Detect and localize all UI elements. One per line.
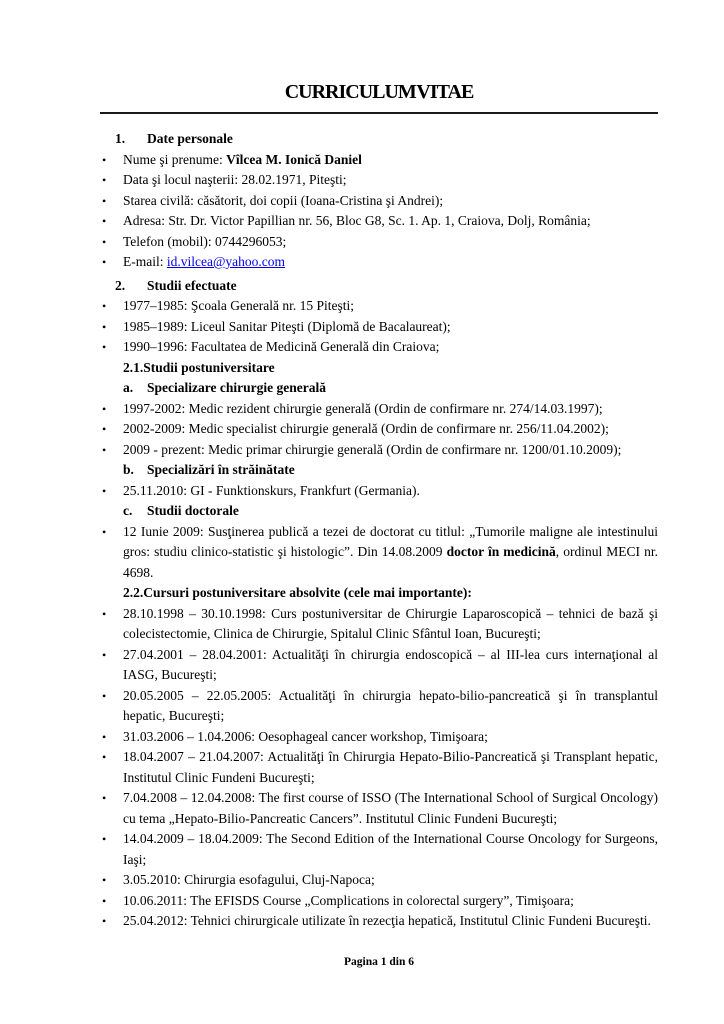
bullet-icon: • xyxy=(102,319,107,334)
subsection-heading: 2.1.Studii postuniversitare xyxy=(123,359,275,375)
list-item-text xyxy=(123,829,658,870)
bullet-icon: • xyxy=(102,193,107,208)
title-divider xyxy=(100,112,658,114)
bullet-icon: • xyxy=(102,606,107,621)
list-item xyxy=(100,788,658,829)
document-title: CURRICULUM VITAE xyxy=(284,81,474,103)
text-segment: 2009 - prezent: Medic primar chirurgie generală (Ordin de confirmare nr. 1200/01.10.2009); xyxy=(123,441,622,457)
list-item-text xyxy=(123,337,658,358)
list-item xyxy=(100,191,658,212)
heading-text: Studii doctorale xyxy=(147,503,239,518)
list-item-text xyxy=(123,170,658,191)
bold-text-segment: Vîlcea M. Ionică Daniel xyxy=(226,151,362,167)
text-segment: 1977–1985: Şcoala Generală nr. 15 Piteşti; xyxy=(123,298,354,313)
list-item xyxy=(100,440,658,461)
list-item xyxy=(100,645,658,686)
list-item-text xyxy=(123,191,658,212)
list-item-text xyxy=(123,788,658,829)
list-item-text xyxy=(123,211,658,232)
bullet-icon: • xyxy=(102,647,107,662)
text-segment: Nume şi prenume: xyxy=(123,151,227,167)
list-item xyxy=(100,481,658,502)
list-item xyxy=(100,150,658,171)
text-segment: Adresa: Str. Dr. Victor Papillian nr. 56, Bloc G8, Sc. 1. Ap. 1, Craiova, Dolj, România; xyxy=(123,213,591,228)
bullet-icon: • xyxy=(102,483,107,498)
list-item-text xyxy=(123,252,658,273)
section-heading xyxy=(115,129,658,150)
bullet-icon: • xyxy=(102,442,107,457)
list-item xyxy=(100,337,658,358)
bullet-icon: • xyxy=(102,340,107,354)
list-item-text xyxy=(123,481,658,502)
list-item xyxy=(100,170,658,191)
list-item xyxy=(100,211,658,232)
section-heading xyxy=(115,276,658,297)
bullet-icon: • xyxy=(102,234,107,249)
list-item-text xyxy=(123,522,658,584)
bullet-icon: • xyxy=(102,893,107,908)
text-segment: Starea civilă: căsătorit, doi copii (Ioana-Cristina şi Andrei); xyxy=(123,192,444,208)
bullet-icon: • xyxy=(102,214,107,228)
bullet-icon: • xyxy=(102,255,107,269)
text-segment: 25.04.2012: Tehnici chirurgicale utilizate în rezecţia hepatică, Institutul Clinic Fundeni Bucureşti. xyxy=(123,913,651,928)
text-segment: 1985–1989: Liceul Sanitar Piteşti (Diplomă de Bacalaureat); xyxy=(123,318,451,334)
heading-text: Specializare chirurgie generală xyxy=(147,380,326,395)
list-item xyxy=(100,727,658,748)
list-item xyxy=(100,252,658,273)
text-segment: 28.10.1998 – 30.10.1998: Curs postuniversitar de Chirurgie Laparoscopică – tehnici de bază şi colecistectomie, Clinica de Chirurgie, Spitalul Clinic Sfântul Ioan, Bucureşti; xyxy=(123,605,658,641)
list-item-text xyxy=(123,440,658,461)
text-segment: 10.06.2011: The EFISDS Course „Complications in colorectal surgery”, Timişoara; xyxy=(123,892,574,908)
list-item xyxy=(100,911,658,932)
bold-text-segment: doctor în medicină xyxy=(446,544,556,559)
page-number-footer: Pagina 1 din 6 xyxy=(344,956,414,968)
text-segment: 27.04.2001 – 28.04.2001: Actualităţi în chirurgia endoscopică – al III-lea curs internaţional al IASG, Bucureşti; xyxy=(123,646,658,682)
text-segment: , ordinul MECI nr. 4698. xyxy=(123,544,659,580)
list-item xyxy=(100,891,658,912)
bullet-icon: • xyxy=(102,401,107,416)
text-segment: 14.04.2009 – 18.04.2009: The Second Edition of the International Course Oncology for Surgeons, Iaşi; xyxy=(123,831,658,867)
list-item-text xyxy=(123,645,658,686)
list-item-text xyxy=(123,911,658,932)
heading-text: Studii efectuate xyxy=(147,277,237,293)
list-item-text xyxy=(123,604,658,645)
list-item xyxy=(100,604,658,645)
list-item xyxy=(100,870,658,891)
text-segment: 3.05.2010: Chirurgia esofagului, Cluj-Napoca; xyxy=(123,872,375,887)
list-item xyxy=(100,399,658,420)
bullet-icon: • xyxy=(102,750,107,764)
heading-number: 1. xyxy=(115,131,126,146)
text-segment: Data şi locul naşterii: 28.02.1971, Piteşti; xyxy=(123,172,347,187)
list-item-text xyxy=(123,686,658,727)
heading-number: b. xyxy=(123,462,134,477)
email-link[interactable]: id.vilcea@yahoo.com xyxy=(166,254,286,269)
bullet-icon: • xyxy=(102,914,107,928)
text-segment: E-mail: xyxy=(123,254,167,269)
heading-number: c. xyxy=(123,503,133,518)
subsection-letter-heading xyxy=(123,378,658,399)
heading-text: Date personale xyxy=(147,131,233,146)
heading-number: a. xyxy=(123,380,134,395)
list-item-text xyxy=(123,399,658,420)
text-segment: Telefon (mobil): 0744296053; xyxy=(123,233,287,249)
bullet-icon: • xyxy=(102,524,107,539)
list-item xyxy=(100,829,658,870)
document-body xyxy=(100,129,658,932)
list-item-text xyxy=(123,150,658,171)
list-item-text xyxy=(123,891,658,912)
text-segment: 1997-2002: Medic rezident chirurgie generală (Ordin de confirmare nr. 274/14.03.1997); xyxy=(123,400,603,416)
list-item-text xyxy=(123,870,658,891)
list-item xyxy=(100,686,658,727)
text-segment: 2002-2009: Medic specialist chirurgie generală (Ordin de confirmare nr. 256/11.04.2002); xyxy=(123,421,609,436)
subsection-letter-heading xyxy=(123,501,658,522)
bullet-icon: • xyxy=(102,299,107,313)
text-segment: 18.04.2007 – 21.04.2007: Actualităţi în Chirurgia Hepato-Bilio-Pancreatică şi Transplant hepatic, Institutul Clinic Fundeni Bucureşti; xyxy=(123,749,658,785)
text-segment: 25.11.2010: GI - Funktionskurs, Frankfurt (Germania). xyxy=(123,482,420,498)
text-segment: 12 Iunie 2009: Susţinerea publică a tezei de doctorat cu titlul: „Tumorile maligne ale intestinului gros: studiu clinico-statistic şi histologic”. Din 14.08.2009 xyxy=(123,523,658,559)
bullet-icon: • xyxy=(102,832,107,846)
heading-number: 2. xyxy=(115,277,126,293)
list-item-text xyxy=(123,419,658,440)
subsection-letter-heading xyxy=(123,460,658,481)
bullet-icon: • xyxy=(102,791,107,805)
list-item xyxy=(100,747,658,788)
bullet-icon: • xyxy=(102,688,107,703)
list-item-text xyxy=(123,727,658,748)
text-segment: 31.03.2006 – 1.04.2006: Oesophageal cancer workshop, Timişoara; xyxy=(123,728,488,744)
bullet-icon: • xyxy=(102,873,107,887)
text-segment: 1990–1996: Facultatea de Medicină Generală din Craiova; xyxy=(123,339,440,354)
bullet-icon: • xyxy=(102,173,107,187)
bullet-icon: • xyxy=(102,729,107,744)
list-item xyxy=(100,296,658,317)
text-segment: 20.05.2005 – 22.05.2005: Actualităţi în chirurgia hepato-bilio-pancreatică şi în transplantul hepatic, Bucureşti; xyxy=(123,687,658,723)
list-item-text xyxy=(123,296,658,317)
bullet-icon: • xyxy=(102,422,107,436)
text-segment: 7.04.2008 – 12.04.2008: The first course of ISSO (The International School of Surgical Oncology) cu tema „Hepato-Bilio-Pancreatic Cancers”. Institutul Clinic Fundeni Bucureşti; xyxy=(123,790,658,826)
subsection-heading: 2.2.Cursuri postuniversitare absolvite (cele mai importante): xyxy=(123,585,472,600)
list-item-text xyxy=(123,232,658,253)
heading-text: Specializări în străinătate xyxy=(147,462,295,477)
list-item xyxy=(100,522,658,584)
list-item-text xyxy=(123,747,658,788)
list-item xyxy=(100,232,658,253)
list-item xyxy=(100,317,658,338)
list-item-text xyxy=(123,317,658,338)
bullet-icon: • xyxy=(102,152,107,167)
list-item xyxy=(100,419,658,440)
